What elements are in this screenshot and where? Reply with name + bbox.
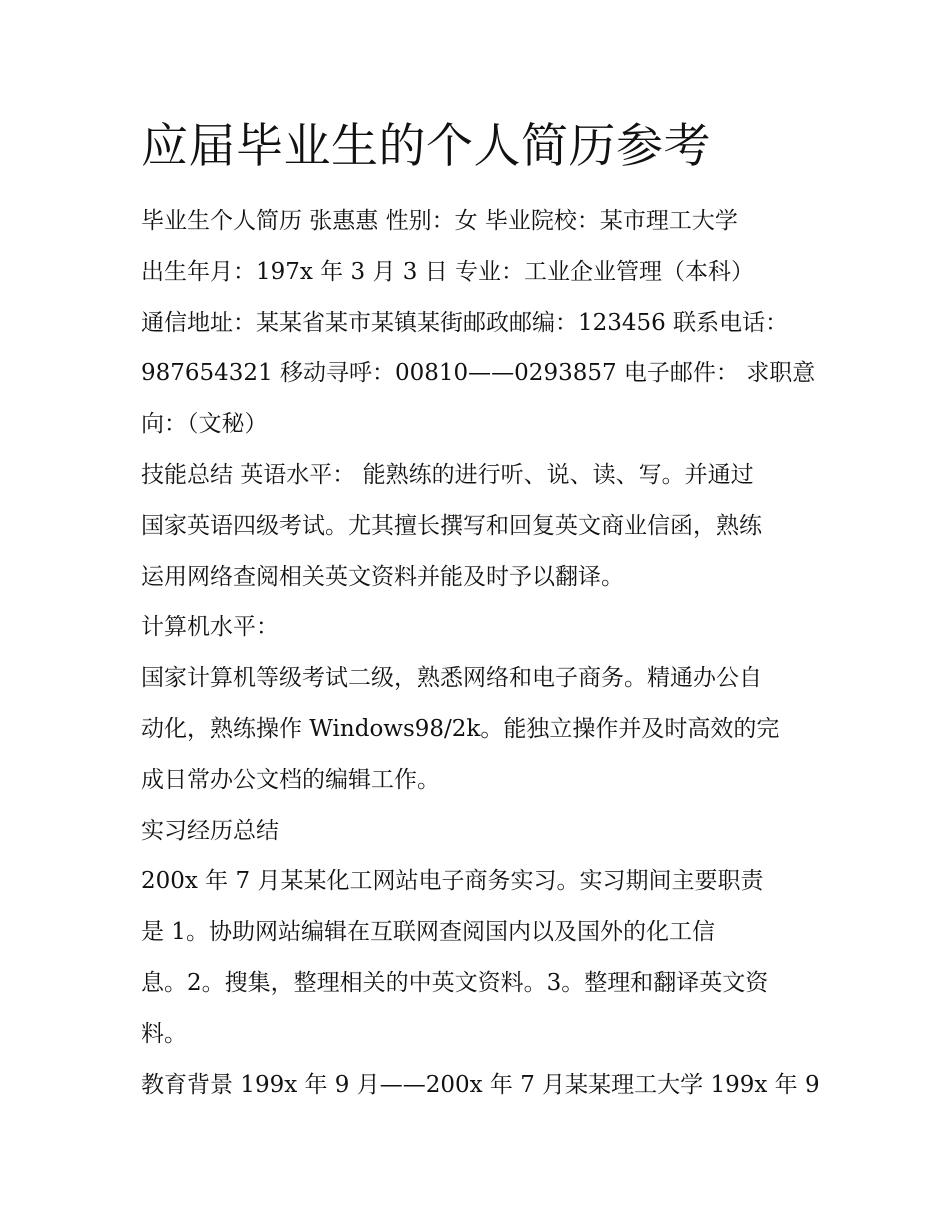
text-line: 987654321 移动寻呼：00810——0293857 电子邮件： 求职意	[141, 360, 816, 387]
section-heading: 实习经历总结	[141, 817, 279, 844]
text-line: 动化，熟练操作 Windows98/2k。能独立操作并及时高效的完	[141, 715, 780, 742]
text-line: 200x 年 7 月某某化工网站电子商务实习。实习期间主要职责	[141, 868, 764, 895]
text-line: 国家计算机等级考试二级，熟悉网络和电子商务。精通办公自	[141, 665, 762, 692]
text-line: 通信地址：某某省某市某镇某街邮政邮编：123456 联系电话：	[141, 309, 789, 336]
section-heading: 计算机水平：	[141, 614, 279, 641]
text-line: 息。2。搜集，整理相关的中英文资料。3。整理和翻译英文资	[141, 969, 769, 996]
text-line: 国家英语四级考试。尤其擅长撰写和回复英文商业信函，熟练	[141, 512, 762, 539]
document-content	[141, 112, 821, 1110]
text-line: 教育背景 199x 年 9 月——200x 年 7 月某某理工大学 199x 年 9	[141, 1071, 820, 1098]
text-line: 技能总结 英语水平： 能熟练的进行听、说、读、写。并通过	[141, 461, 754, 488]
text-line: 出生年月：197x 年 3 月 3 日 专业：工业企业管理（本科）	[141, 258, 755, 285]
text-line: 毕业生个人简历 张惠惠 性别：女 毕业院校：某市理工大学	[141, 208, 738, 234]
text-line: 运用网络查阅相关英文资料并能及时予以翻译。	[141, 563, 624, 590]
text-line: 向：（文秘）	[141, 411, 268, 438]
text-line: 成日常办公文档的编辑工作。	[141, 766, 440, 793]
text-line: 料。	[141, 1020, 187, 1047]
document-title: 应届毕业生的个人简历参考	[141, 119, 711, 174]
text-line: 是 1。协助网站编辑在互联网查阅国内以及国外的化工信	[141, 919, 715, 946]
